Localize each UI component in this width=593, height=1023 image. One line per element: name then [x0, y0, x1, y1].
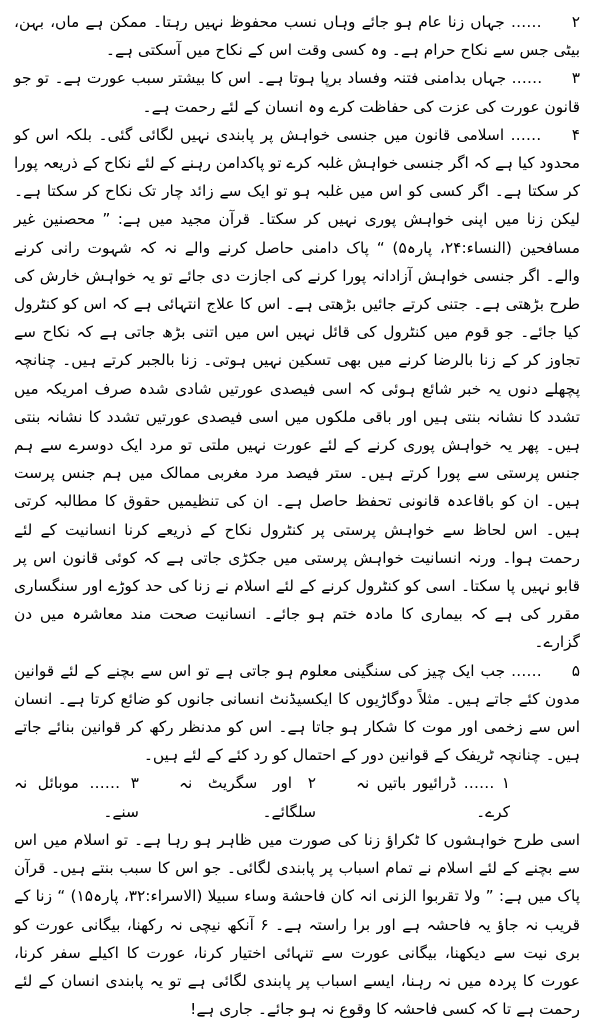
rule-item [179, 769, 316, 825]
paragraph-text: …… جہاں بدامنی فتنہ وفساد برپا ہوتا ہے۔ اس کا بیشتر سبب عورت ہے۔ تو جو قانون عورت کی عزت کی حفاظت کرے وہ انسان کے لئے رحمت ہے۔ [14, 69, 580, 116]
paragraph-text: …… اسلامی قانون میں جنسی خواہش پر پابندی نہیں لگائی گئی۔ بلکہ اس کو محدود کیا ہے کہ اگر جنسی خواہش غلبہ کرے تو پاکدامن رہنے کے لئے نکاح کے ذریعہ پورا کر سکتا ہے۔ اگر کسی کو اس میں غلبہ ہو تو ایک سے زائد چار تک نکاح کر سکتا ہے۔ لیکن زنا میں اپنی خواہش پوری نہیں کر سکتا۔ قرآن مجید میں ہے: ” محصنین غیر مسافحین (النساء:۲۴، پارہ۵) “ پاک دامنی حاصل کرنے والے نہ کہ شہوت رانی کرنے والے۔ اگر جنسی خواہش آزادانہ پورا کرنے کی اجازت دی جائے تو یہ خواہش خارش کی طرح بڑھتی ہے۔ جتنی کرتے جائیں بڑھتی ہے۔ اس کا علاج انتہائی ہے کہ اس کو کنٹرول کیا جائے۔ جو قوم میں کنٹرول کی قائل نہیں اس میں اتنی بڑھ جاتی ہے کہ نکاح سے تجاوز کر کے زنا بالرضا کرنے میں بھی تسکین نہیں ہوتی۔ زنا بالجبر کرتے ہیں۔ چنانچہ پچھلے دنوں یہ خبر شائع ہوئی کہ اسی فیصدی عورتیں شادی شدہ صرف امریکہ میں تشدد کا نشانہ بنتی ہیں اور باقی ملکوں میں اسی فیصدی عورتیں تشدد کا نشانہ بنتی ہیں۔ پھر یہ خواہش پوری کرنے کے لئے عورت نہیں ملتی تو مرد ایک دوسرے سے ہم جنس پرستی سے پورا کرتے ہیں۔ ستر فیصد مرد مغربی ممالک میں ہم جنس پرست ہیں۔ ان کو باقاعدہ قانونی تحفظ حاصل ہے۔ ان کی تنظیمیں حقوق کا مطالبہ کرتی ہیں۔ اس لحاظ سے خواہش پرستی پر کنٹرول نکاح کے ذریعے کرنا انسانیت کے لئے رحمت ہوا۔ ورنہ انسانیت خواہش پرستی میں جکڑی جاتی ہے کہ کوئی قانون اس پر قابو نہیں پا سکتا۔ اسی کو کنٹرول کرنے کے لئے اسلام نے زنا کی حد کوڑے اور سنگساری مقرر کی ہے کہ بیماری کا مادہ ختم ہو جائے۔ انسانیت صحت مند معاشرہ میں دن گزارے۔ [14, 125, 580, 652]
paragraph-text: اسی طرح خواہشوں کا ٹکراؤ زنا کی صورت میں ظاہر ہو رہا ہے۔ تو اسلام میں اس سے بچنے کے لئے اسلام نے تمام اسباب پر پابندی لگائی۔ جو اس کا سبب بنتے ہیں۔ قرآن پاک میں ہے: ” ولا تقربوا الزنی انہ کان فاحشة وساء سبیلا (الاسراء:۳۲، پارہ۱۵) “ زنا کے قریب نہ جاؤ یہ فاحشہ ہے اور برا راستہ ہے۔ ۶ آنکھ نیچی نہ رکھنا، بیگانی عورت کو بری نیت سے دیکھنا، بیگانی عورت سے تنہائی اختیار کرنا، عورت کا اکیلے سفر کرنا، عورت کا پردہ میں نہ رہنا، ایسے اسباب پر پابندی لگائی ہے تو یہ پابندی انسان کے لئے رحمت ہے تا کہ کسی فاحشہ کا وقوع نہ ہو جائے۔ جاری ہے! [14, 830, 580, 1019]
rule-text: …… ڈرائیور باتیں نہ کرے۔ [356, 774, 510, 821]
closing-paragraph [14, 826, 580, 1023]
paragraph-text: …… جب ایک چیز کی سنگینی معلوم ہو جاتی ہے تو اس سے بچنے کے لئے قوانین مدون کئے جاتے ہیں۔ مثلاً دوگاڑیوں کا ایکسیڈنٹ انسانی جانوں کو ضائع کرتا ہے۔ انسان اس سے زخمی اور موت کا شکار ہو جاتا ہے۔ اس کو مدنظر رکھ کر قوانین بنائے جاتے ہیں۔ چنانچہ ٹریفک کے قوانین دور کے احتمال کو رد کئے کے لئے ہیں۔ [14, 661, 580, 765]
paragraph-number: ۳ [571, 69, 580, 88]
paragraph-number: ۴ [571, 125, 580, 144]
rule-item [14, 769, 139, 825]
rule-number: ۱ [501, 774, 510, 793]
paragraph-text: …… جہاں زنا عام ہو جائے وہاں نسب محفوظ نہیں رہتا۔ ممکن ہے ماں، بہن، بیٹی جس سے نکاح حرام ہے۔ وہ کسی وقت اس کے نکاح میں آسکتی ہے۔ [14, 13, 580, 60]
rule-number: ۳ [130, 774, 139, 793]
rule-number: ۲ [307, 774, 317, 793]
rule-item [356, 769, 510, 825]
paragraph-2 [14, 8, 580, 64]
rule-text: …… موبائل نہ سنے۔ [14, 774, 139, 821]
rule-text: اور سگریٹ نہ سلگائے۔ [178, 774, 317, 821]
document-page [14, 8, 580, 1019]
paragraph-3 [14, 64, 580, 120]
paragraph-4 [14, 121, 580, 657]
traffic-rules-list [14, 769, 580, 825]
paragraph-number: ۵ [571, 661, 580, 680]
paragraph-number: ۲ [571, 13, 580, 31]
paragraph-5 [14, 657, 580, 770]
